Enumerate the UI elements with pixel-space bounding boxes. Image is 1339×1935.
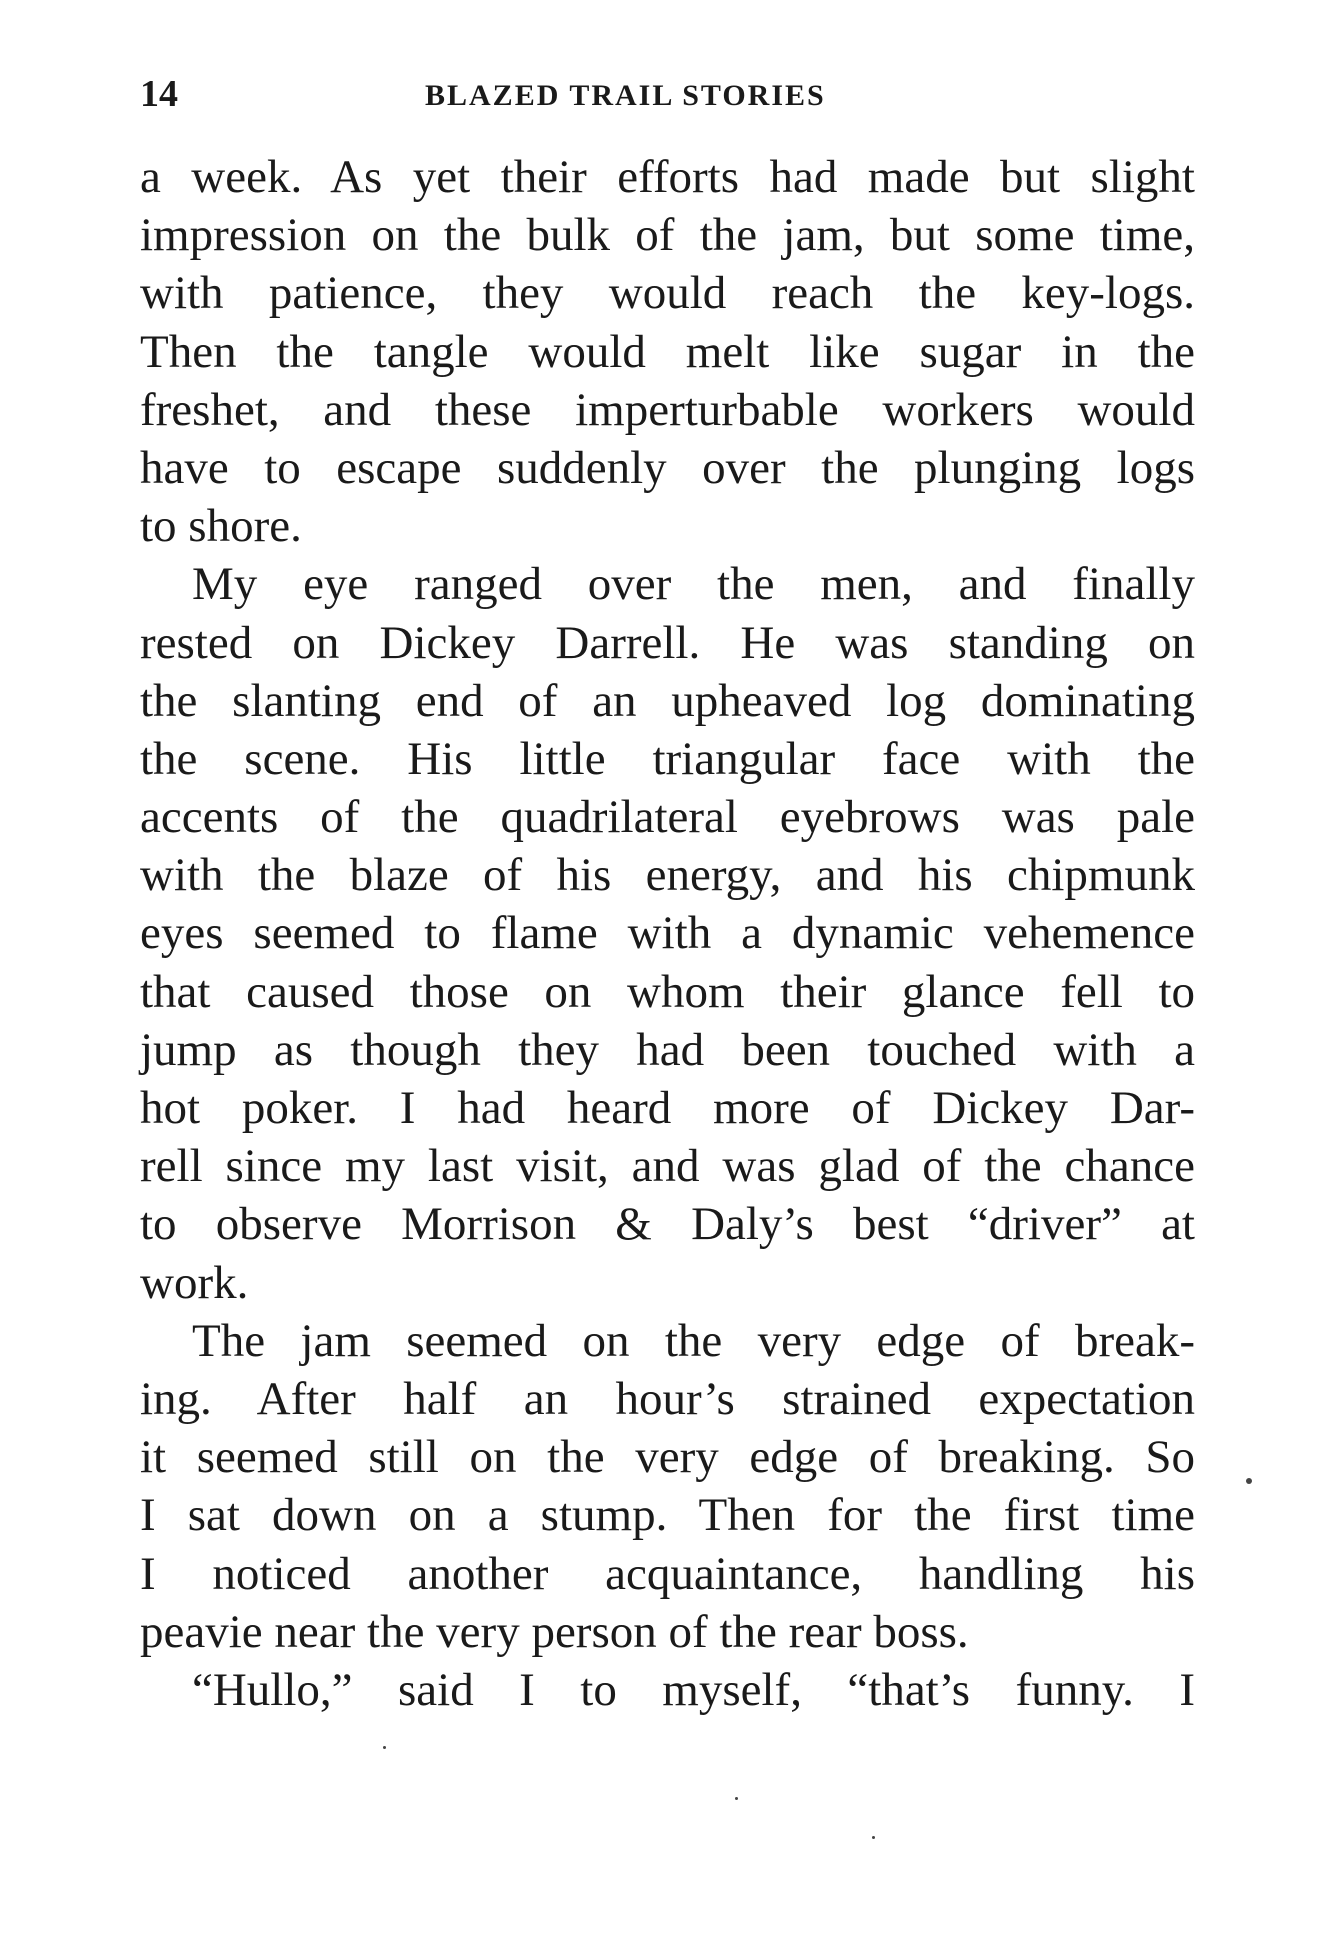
text-line: Then the tangle would melt like sugar in the [140, 325, 1195, 378]
text-line: jump as though they had been touched with a [140, 1023, 1195, 1076]
text-line: rell since my last visit, and was glad of the chance [140, 1140, 1195, 1193]
scan-speck [735, 1797, 738, 1800]
text-line: My eye ranged over the men, and finally [192, 558, 1195, 611]
text-line: the slanting end of an upheaved log dominating [140, 674, 1195, 727]
text-line: work. [140, 1256, 249, 1309]
text-line: accents of the quadrilateral eyebrows was pale [140, 791, 1195, 844]
page-number: 14 [140, 73, 178, 115]
text-line: peavie near the very person of the rear boss. [140, 1605, 969, 1658]
text-line: “Hullo,” said I to myself, “that’s funny. I [192, 1663, 1195, 1716]
text-line: rested on Dickey Darrell. He was standing on [140, 616, 1195, 669]
text-line: I noticed another acquaintance, handling his [140, 1547, 1195, 1600]
scan-speck [383, 1746, 386, 1749]
text-line: with the blaze of his energy, and his chipmunk [140, 849, 1195, 902]
text-line: The jam seemed on the very edge of break- [192, 1314, 1195, 1367]
text-line: ing. After half an hour’s strained expectation [140, 1372, 1195, 1425]
text-line: to observe Morrison & Daly’s best “driver” at [140, 1198, 1195, 1251]
text-line: hot poker. I had heard more of Dickey Dar- [140, 1082, 1195, 1134]
text-line: that caused those on whom their glance fell to [140, 965, 1195, 1018]
text-line: have to escape suddenly over the plunging logs [140, 441, 1195, 494]
text-line: a week. As yet their efforts had made but slight [140, 151, 1195, 203]
text-line: with patience, they would reach the key-logs. [140, 267, 1195, 320]
text-line: I sat down on a stump. Then for the first time [140, 1489, 1195, 1542]
text-line: freshet, and these imperturbable workers would [140, 383, 1195, 436]
running-head: BLAZED TRAIL STORIES [425, 79, 826, 112]
text-line: impression on the bulk of the jam, but some time, [140, 209, 1195, 262]
body-text [140, 148, 1195, 1719]
scan-speck [872, 1836, 875, 1839]
scan-speck [1246, 1478, 1252, 1484]
page-header [140, 72, 1195, 122]
text-line: the scene. His little triangular face with the [140, 732, 1195, 785]
text-line: to shore. [140, 500, 302, 553]
text-line: it seemed still on the very edge of breaking. So [140, 1431, 1195, 1484]
text-line: eyes seemed to flame with a dynamic vehemence [140, 907, 1195, 960]
